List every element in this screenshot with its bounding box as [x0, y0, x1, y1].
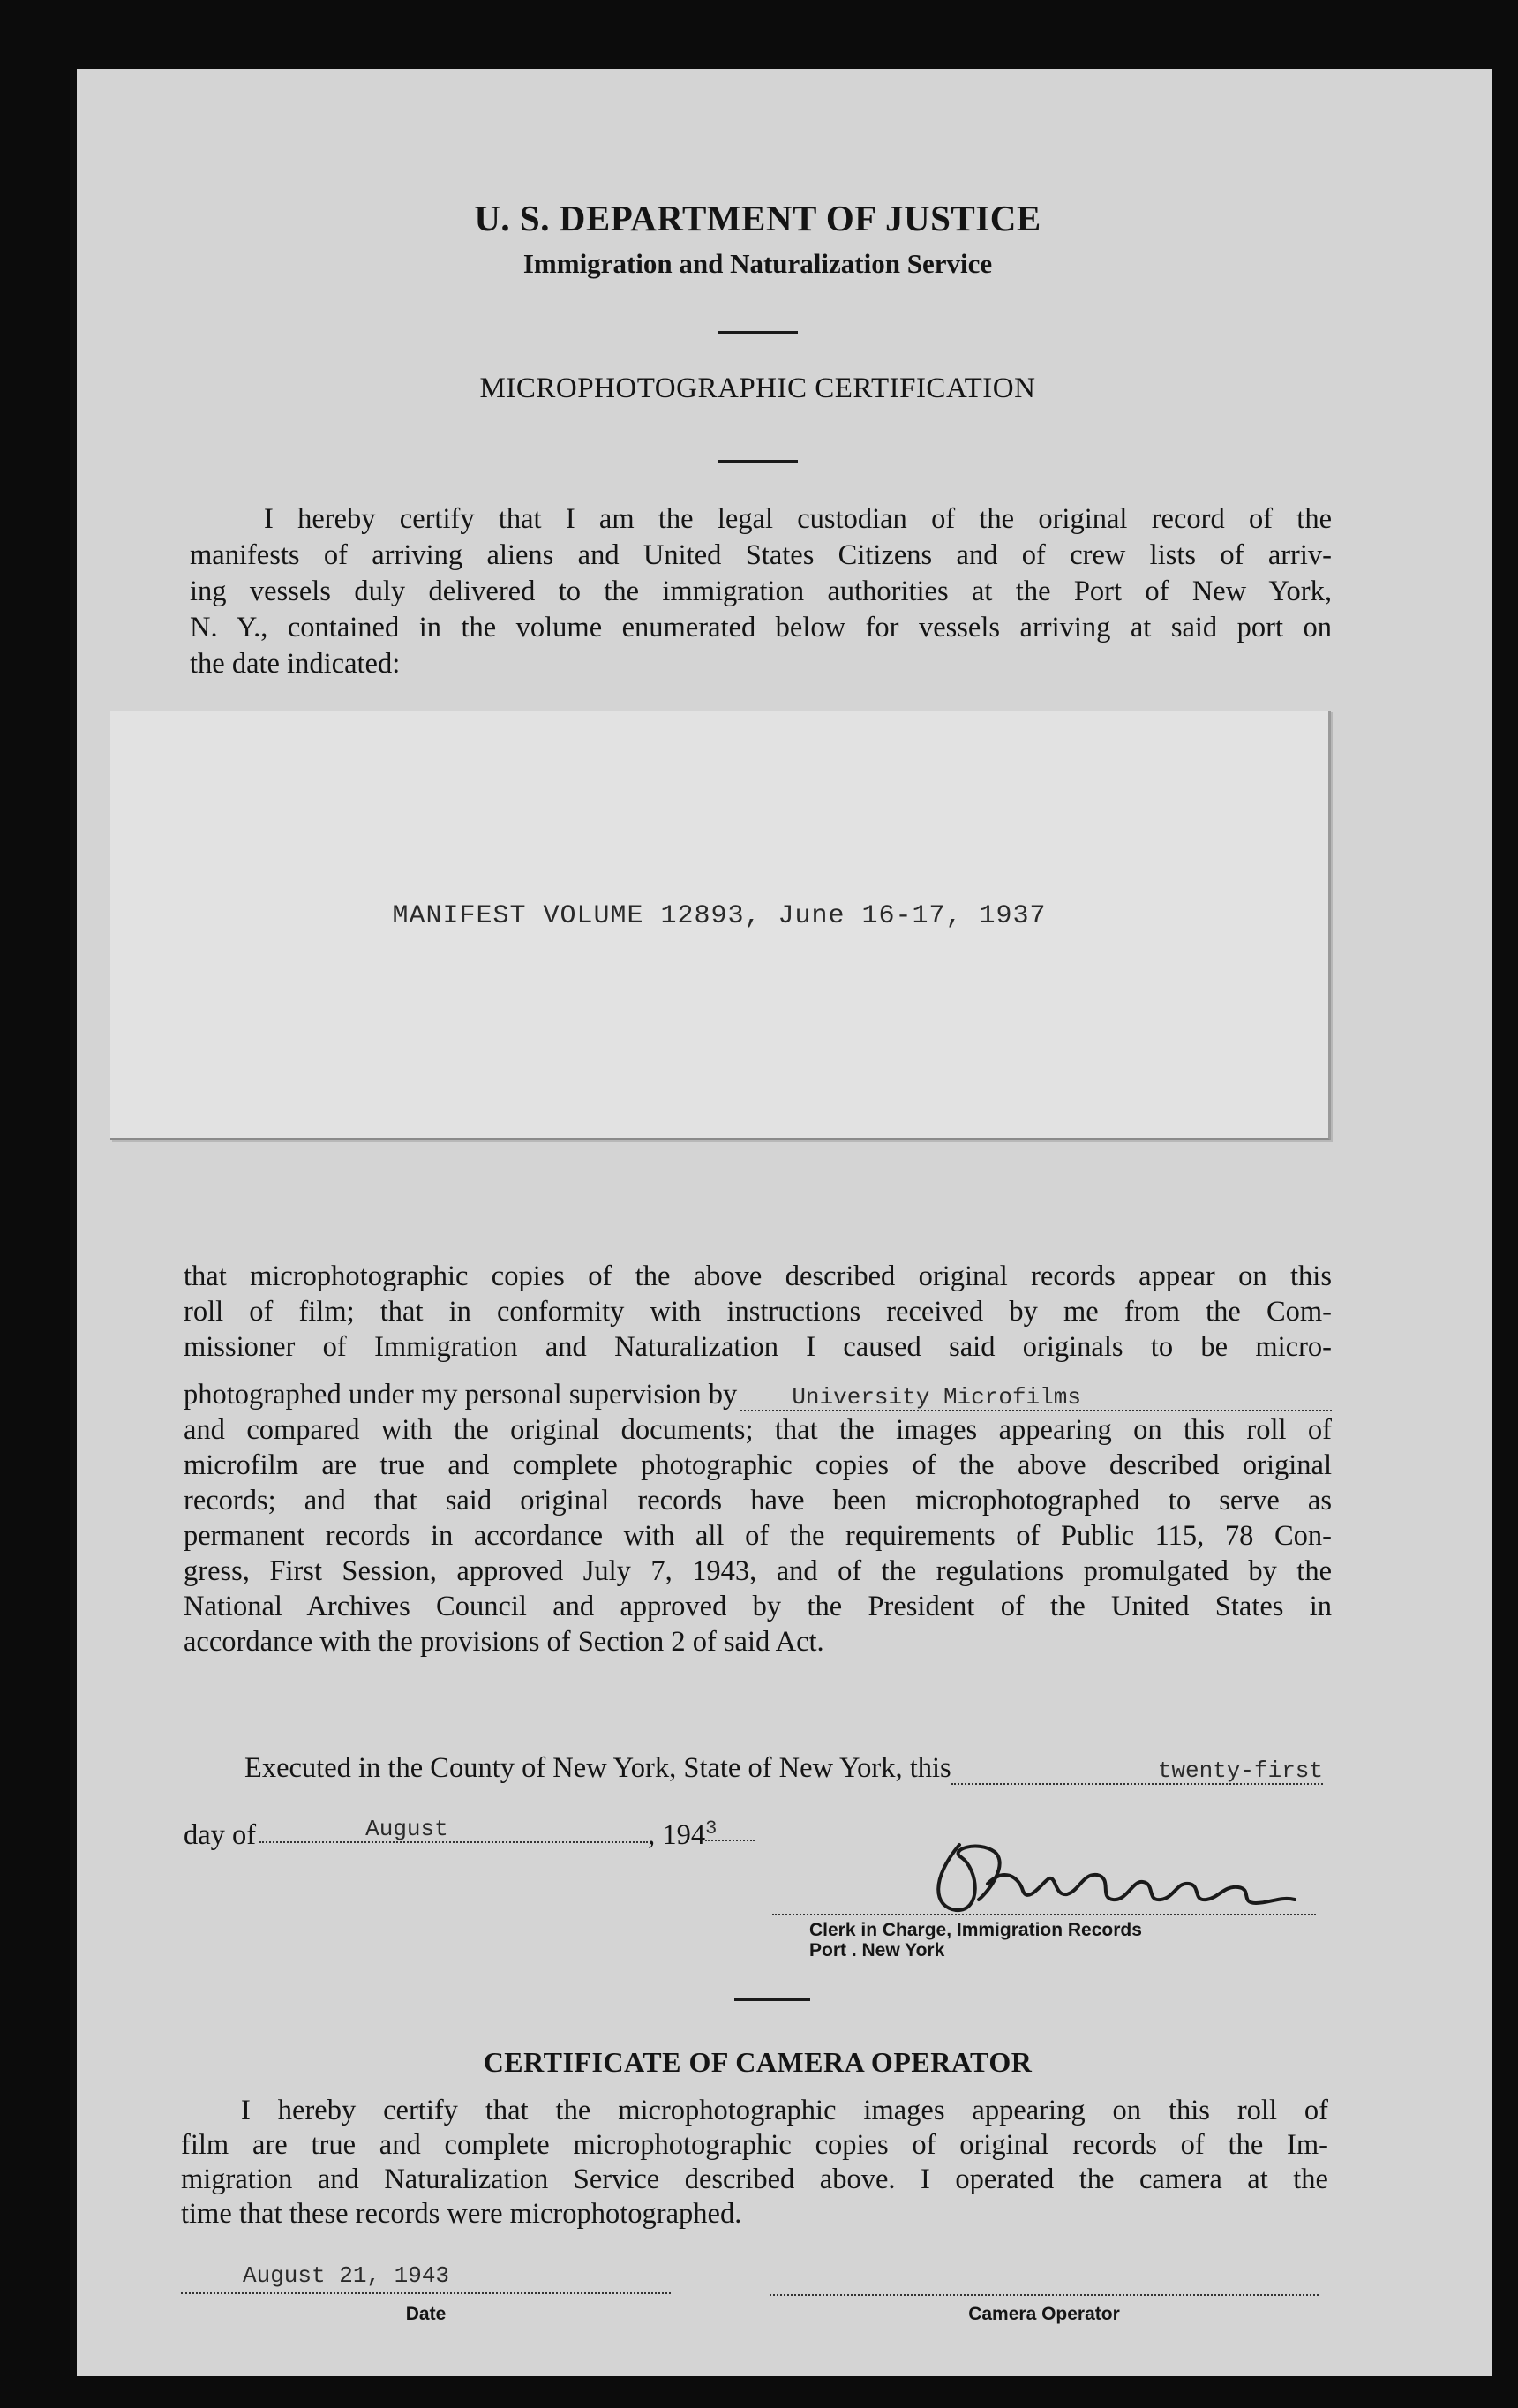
paragraph-line: and compared with the original documents; that the images appearing on this roll of: [184, 1414, 1332, 1446]
execution-day-field: twenty-first: [951, 1758, 1323, 1785]
supervisor-field: University Microfilms: [740, 1385, 1332, 1411]
execution-prefix: Executed in the County of New York, State of New York, this: [244, 1752, 951, 1784]
paragraph-line: migration and Naturalization Service described above. I operated the camera at the: [181, 2163, 1328, 2195]
paragraph-line: accordance with the provisions of Section 2 of said Act.: [184, 1626, 824, 1658]
execution-year-field: 3: [705, 1817, 755, 1841]
service-subheading: Immigration and Naturalization Service: [522, 248, 993, 279]
paragraph-line: gress, First Session, approved July 7, 1943, and of the regulations promulgated by the: [184, 1555, 1332, 1587]
paragraph-line: records; and that said original records have been microphotographed to serve as: [184, 1485, 1332, 1516]
certificate-page: [77, 69, 1492, 2376]
custodian-paragraph: [190, 501, 1332, 682]
paragraph-line: missioner of Immigration and Naturalization I caused said originals to be micro-: [184, 1331, 1332, 1363]
divider: [734, 1998, 810, 2001]
paragraph-line: time that these records were microphotographed.: [181, 2198, 742, 2230]
execution-date-line: [184, 1816, 755, 1852]
paragraph-line: manifests of arriving aliens and United States Citizens and of crew lists of arriv-: [190, 539, 1332, 571]
camera-operator-label: Camera Operator: [968, 2304, 1120, 2324]
paragraph-line: microfilm are true and complete photographic copies of the above described original: [184, 1449, 1332, 1481]
camera-date-field: August 21, 1943: [181, 2261, 671, 2294]
manifest-volume-label: MANIFEST VOLUME 12893, June 16-17, 1937: [392, 901, 1047, 931]
paragraph-line: film are true and complete microphotographic copies of original records of the Im-: [181, 2129, 1328, 2161]
camera-operator-signature-line: [770, 2294, 1319, 2296]
divider: [718, 460, 798, 463]
year-prefix: , 194: [648, 1819, 706, 1851]
camera-paragraph: [181, 2094, 1328, 2231]
paragraph-line: that microphotographic copies of the above described original records appear on this: [184, 1260, 1332, 1292]
paragraph-line: permanent records in accordance with all of the requirements of Public 115, 78 Con-: [184, 1520, 1332, 1552]
form-title: MICROPHOTOGRAPHIC CERTIFICATION: [479, 372, 1036, 404]
execution-month-field: August: [259, 1817, 648, 1843]
supervision-prefix: photographed under my personal supervision by: [184, 1379, 738, 1411]
department-heading: U. S. DEPARTMENT OF JUSTICE: [474, 198, 1041, 238]
paragraph-line: the date indicated:: [190, 648, 401, 680]
paragraph-line: I hereby certify that I am the legal custodian of the original record of the: [264, 503, 1332, 535]
camera-certificate-heading: CERTIFICATE OF CAMERA OPERATOR: [483, 2046, 1033, 2078]
supervision-line: [184, 1377, 1332, 1412]
divider: [718, 331, 798, 334]
certification-paragraph: [184, 1259, 1332, 1659]
paragraph-line: I hereby certify that the microphotographic images appearing on this roll of: [241, 2095, 1328, 2126]
execution-line: [244, 1752, 1323, 1785]
paragraph-line: ing vessels duly delivered to the immigration authorities at the Port of New York,: [190, 576, 1332, 607]
volume-insert-card: [110, 711, 1331, 1140]
paragraph-line: N. Y., contained in the volume enumerated below for vessels arriving at said port on: [190, 612, 1332, 643]
clerk-title-line: Port . New York: [809, 1940, 945, 1960]
paragraph-line: roll of film; that in conformity with instructions received by me from the Com-: [184, 1296, 1332, 1328]
day-of-label: day of: [184, 1819, 257, 1851]
date-label: Date: [405, 2304, 447, 2324]
clerk-title-line: Clerk in Charge, Immigration Records: [809, 1920, 1142, 1940]
paragraph-line: National Archives Council and approved by the President of the United States in: [184, 1591, 1332, 1622]
clerk-signature: [924, 1825, 1304, 1927]
clerk-title: [809, 1920, 1142, 1960]
